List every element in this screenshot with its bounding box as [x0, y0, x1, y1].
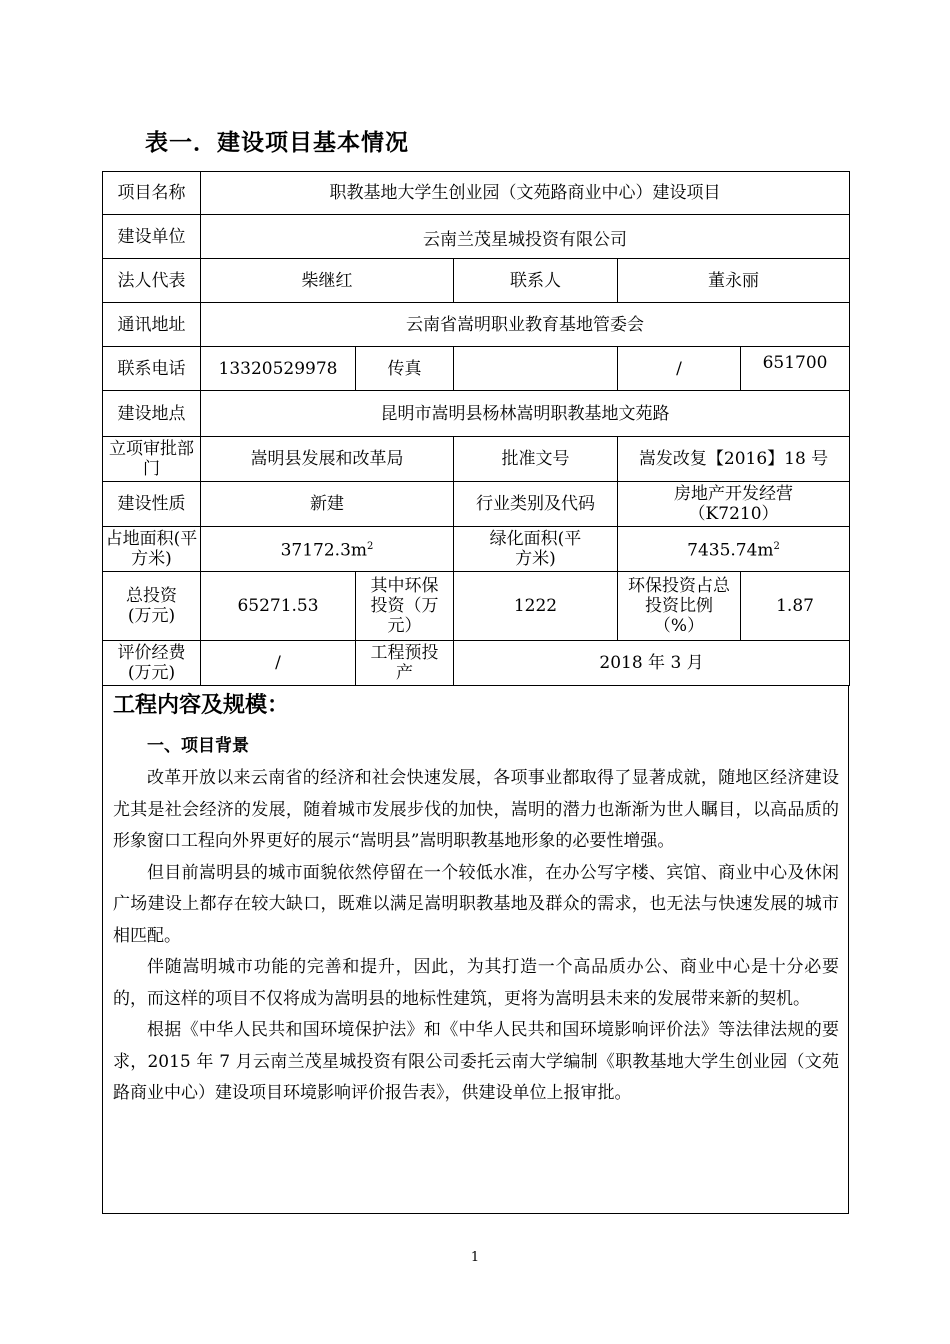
- value-phone: 13320529978: [201, 347, 356, 391]
- page-title: 表一．建设项目基本情况: [145, 129, 409, 156]
- label-approval-doc: 批准文号: [454, 437, 618, 482]
- row-phone: [103, 347, 850, 391]
- value-green-unit-sup: 2: [773, 541, 780, 553]
- value-investment: 65271.53: [201, 572, 356, 641]
- label-eval-cost: 评价经费(万元): [103, 641, 201, 686]
- paragraph: 但目前嵩明县的城市面貌依然停留在一个较低水准，在办公写字楼、宾馆、商业中心及休闲广场建设上都存在较大缺口，既难以满足嵩明职教基地及群众的需求，也无法与快速发展的城市相匹配。: [113, 862, 839, 946]
- value-approval-dept: 嵩明县发展和改革局: [201, 437, 454, 482]
- content-heading: 工程内容及规模：: [113, 692, 290, 718]
- label-env-ratio: 环保投资占总投资比例（%）: [618, 572, 741, 641]
- content-body: [113, 763, 839, 1110]
- row-nature: [103, 482, 850, 527]
- value-address: 云南省嵩明职业教育基地管委会: [201, 303, 850, 347]
- value-area: [201, 527, 454, 572]
- value-env-investment: 1222: [454, 572, 618, 641]
- value-approval-doc: 嵩发改复【2016】18 号: [618, 437, 850, 482]
- value-location: 昆明市嵩明县杨林嵩明职教基地文苑路: [201, 391, 850, 437]
- value-legal-rep: 柴继红: [201, 259, 454, 303]
- value-eval-cost: /: [201, 641, 356, 686]
- value-fax: [454, 347, 618, 391]
- row-address: [103, 303, 850, 347]
- label-area: 占地面积(平方米): [103, 527, 201, 572]
- label-investment: 总投资(万元): [103, 572, 201, 641]
- label-builder: 建设单位: [103, 215, 201, 259]
- value-env-ratio: 1.87: [741, 572, 850, 641]
- row-builder: [103, 215, 850, 259]
- value-contact: 董永丽: [618, 259, 850, 303]
- label-env-investment: 其中环保投资（万元）: [356, 572, 454, 641]
- row-approval: [103, 437, 850, 482]
- label-production: 工程预投产: [356, 641, 454, 686]
- value-slash: /: [618, 347, 741, 391]
- content-subheading: 一、项目背景: [147, 736, 249, 756]
- value-postcode: 651700: [741, 347, 850, 391]
- row-eval-cost: [103, 641, 850, 686]
- label-phone: 联系电话: [103, 347, 201, 391]
- value-industry: 房地产开发经营（K7210）: [618, 482, 850, 527]
- value-green-number: 7435.74m: [687, 540, 774, 561]
- page-number: 1: [470, 1250, 480, 1265]
- row-investment: [103, 572, 850, 641]
- label-project-name: 项目名称: [103, 172, 201, 215]
- label-contact: 联系人: [454, 259, 618, 303]
- label-location: 建设地点: [103, 391, 201, 437]
- label-green-area: 绿化面积(平方米): [454, 527, 618, 572]
- value-area-unit-sup: 2: [367, 541, 374, 553]
- label-industry: 行业类别及代码: [454, 482, 618, 527]
- value-green-area: [618, 527, 850, 572]
- label-approval-dept: 立项审批部门: [103, 437, 201, 482]
- paragraph: 改革开放以来云南省的经济和社会快速发展，各项事业都取得了显著成就，随地区经济建设尤其是社会经济的发展，随着城市发展步伐的加快，嵩明的潜力也渐渐为世人瞩目，以高品质的形象窗口工程向外界更好的展示“嵩明县”嵩明职教基地形象的必要性增强。: [113, 768, 839, 851]
- value-area-number: 37172.3m: [280, 540, 368, 561]
- row-legal-rep: [103, 259, 850, 303]
- value-nature: 新建: [201, 482, 454, 527]
- row-location: [103, 391, 850, 437]
- label-fax: 传真: [356, 347, 454, 391]
- row-area: [103, 527, 850, 572]
- label-legal-rep: 法人代表: [103, 259, 201, 303]
- project-info-table: [102, 171, 850, 686]
- value-production: 2018 年 3 月: [454, 641, 850, 686]
- value-builder: 云南兰茂星城投资有限公司: [201, 215, 850, 259]
- row-project-name: [103, 172, 850, 215]
- label-address: 通讯地址: [103, 303, 201, 347]
- paragraph: 伴随嵩明城市功能的完善和提升，因此，为其打造一个高品质办公、商业中心是十分必要的，而这样的项目不仅将成为嵩明县的地标性建筑，更将为嵩明县未来的发展带来新的契机。: [113, 957, 839, 1009]
- paragraph: 根据《中华人民共和国环境保护法》和《中华人民共和国环境影响评价法》等法律法规的要求，2015 年 7 月云南兰茂星城投资有限公司委托云南大学编制《职教基地大学生创业园（文苑路商业中心）建设项目环境影响评价报告表》，供建设单位上报审批。: [113, 1020, 839, 1103]
- value-project-name: 职教基地大学生创业园（文苑路商业中心）建设项目: [201, 172, 850, 215]
- project-content-box: [102, 685, 849, 1214]
- label-nature: 建设性质: [103, 482, 201, 527]
